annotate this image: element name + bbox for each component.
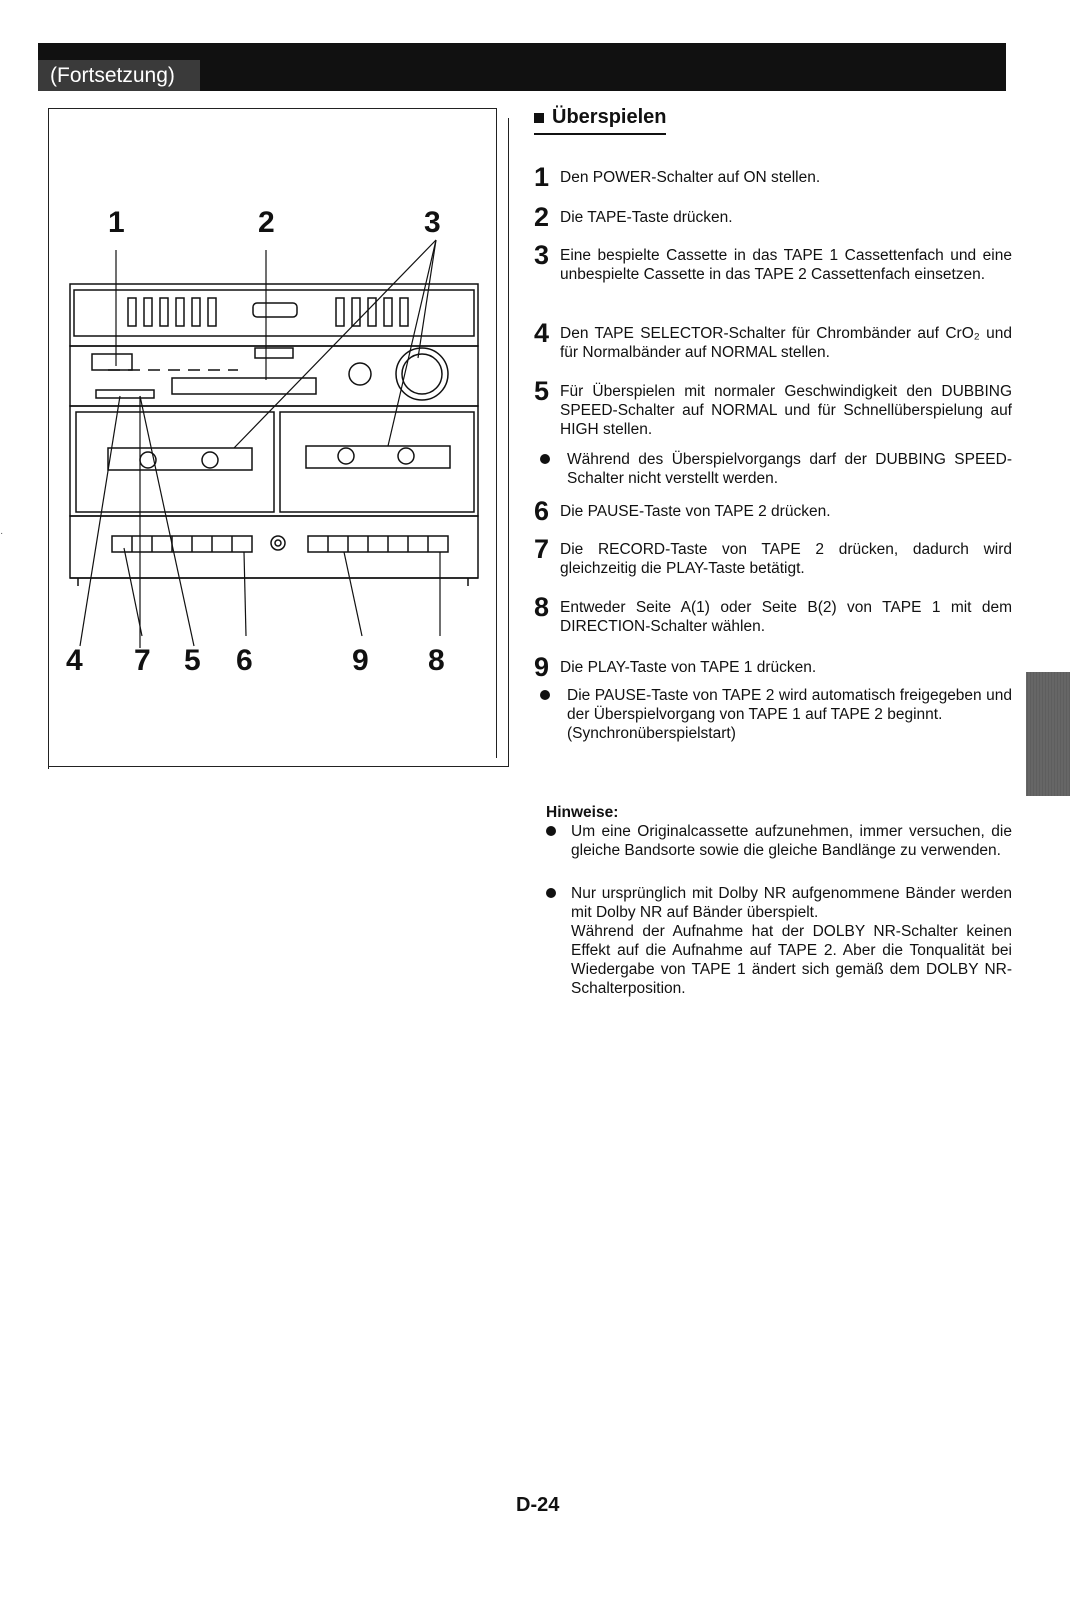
note-text: Um eine Originalcassette aufzunehmen, immer versuchen, die gleiche Bandsorte sowie die gleiche Bandlänge zu verwenden. — [571, 823, 1012, 859]
note-item-1 — [546, 822, 1012, 860]
bullet-dubbing-speed — [540, 450, 1012, 488]
bullet-text-note: (Synchronüberspielstart) — [567, 725, 736, 742]
bullet-text-main: Die PAUSE-Taste von TAPE 2 wird automatisch freigegeben und der Überspielvorgang von TAPE 1 auf TAPE 2 beginnt. — [567, 687, 1012, 723]
bullet-dot-icon — [540, 454, 550, 464]
step-number: 8 — [534, 592, 550, 622]
square-bullet-icon — [534, 113, 544, 123]
step-number: 2 — [534, 202, 550, 232]
bullet-dot-icon — [540, 690, 550, 700]
section-title-text: Überspielen — [552, 106, 667, 128]
bullet-text — [567, 686, 1012, 743]
note-item-2 — [546, 884, 1012, 998]
callout-4: 4 — [66, 644, 83, 677]
step-3 — [534, 240, 1012, 284]
step-number: 3 — [534, 240, 550, 270]
note-text — [571, 884, 1012, 998]
callout-9: 9 — [352, 644, 369, 677]
step-text: Entweder Seite A(1) oder Seite B(2) von TAPE 1 mit dem DIRECTION-Schalter wählen. — [560, 599, 1012, 635]
step-6 — [534, 496, 1012, 526]
step-2 — [534, 202, 1012, 232]
side-tab-marker — [1026, 672, 1070, 796]
step-number: 5 — [534, 376, 550, 406]
page-number: D-24 — [516, 1494, 560, 1516]
callout-7: 7 — [134, 644, 151, 677]
step-number: 9 — [534, 652, 550, 682]
bullet-pause-release — [540, 686, 1012, 743]
bullet-dot-icon — [546, 826, 556, 836]
callout-2: 2 — [258, 206, 275, 239]
callout-1: 1 — [108, 206, 125, 239]
callout-5: 5 — [184, 644, 201, 677]
note-text-continued: Während der Aufnahme hat der DOLBY NR-Schalter keinen Effekt auf die Aufnahme auf TAPE 2. Aber die Tonqualität bei Wiedergabe von TAPE 1 ändert sich gemäß dem DOLBY NR-Schalterposition. — [571, 923, 1012, 997]
note-text-main: Nur ursprünglich mit Dolby NR aufgenommene Bänder werden mit Dolby NR auf Bänder überspielt. — [571, 885, 1012, 921]
step-number: 7 — [534, 534, 550, 564]
step-4 — [534, 318, 1012, 362]
header-label: (Fortsetzung) — [38, 60, 200, 91]
step-text: Die PAUSE-Taste von TAPE 2 drücken. — [560, 503, 831, 520]
figure-frame-shadow — [508, 118, 509, 767]
step-7 — [534, 534, 1012, 578]
step-text: Den POWER-Schalter auf ON stellen. — [560, 169, 821, 186]
bullet-text: Während des Überspielvorgangs darf der DUBBING SPEED-Schalter nicht verstellt werden. — [567, 451, 1012, 487]
step-number: 1 — [534, 162, 550, 192]
callout-8: 8 — [428, 644, 445, 677]
step-text: Eine bespielte Cassette in das TAPE 1 Cassettenfach und eine unbespielte Cassette in das TAPE 2 Cassettenfach einsetzen. — [560, 247, 1012, 283]
step-text: Die RECORD-Taste von TAPE 2 drücken, dadurch wird gleichzeitig die PLAY-Taste betätigt. — [560, 541, 1012, 577]
step-text: Den TAPE SELECTOR-Schalter für Chrombänder auf CrO₂ und für Normalbänder auf NORMAL stellen. — [560, 325, 1012, 361]
step-9 — [534, 652, 1012, 682]
callout-6: 6 — [236, 644, 253, 677]
step-number: 4 — [534, 318, 550, 348]
bullet-dot-icon — [546, 888, 556, 898]
callout-3: 3 — [424, 206, 441, 239]
step-1 — [534, 162, 1012, 192]
step-number: 6 — [534, 496, 550, 526]
section-title — [534, 106, 666, 135]
step-text: Die PLAY-Taste von TAPE 1 drücken. — [560, 659, 817, 676]
step-5 — [534, 376, 1012, 439]
step-text: Die TAPE-Taste drücken. — [560, 209, 733, 226]
notes-title: Hinweise: — [546, 804, 619, 821]
step-8 — [534, 592, 1012, 636]
margin-mark: · — [0, 528, 4, 539]
step-text: Für Überspielen mit normaler Geschwindigkeit den DUBBING SPEED-Schalter auf NORMAL und für Schnellüberspielung auf HIGH stellen. — [560, 383, 1012, 438]
